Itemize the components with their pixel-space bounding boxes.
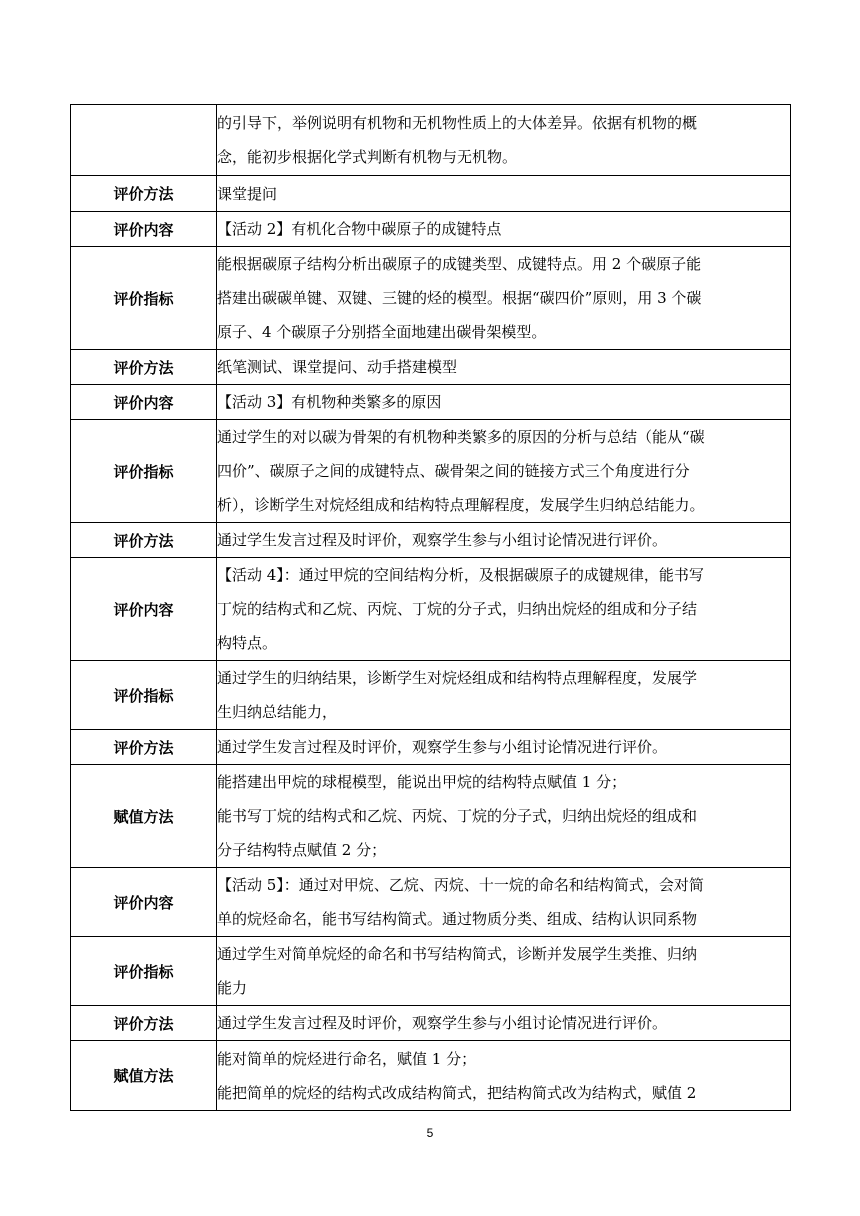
content-line: 【活动 4】：通过甲烷的空间结构分析，及根据碳原子的成键规律，能书写 [217,566,704,584]
row-label: 评价方法 [71,523,217,558]
page-number: 5 [426,1126,434,1140]
content-line: 能根据碳原子结构分析出碳原子的成键类型、成键特点。用 2 个碳原子能 [217,255,702,273]
row-label [71,105,217,176]
content-line: 念，能初步根据化学式判断有机物与无机物。 [217,148,518,166]
row-content [217,765,791,868]
content-line: 通过学生的对以碳为骨架的有机物种类繁多的原因的分析与总结（能从“碳 [217,428,705,446]
content-line: 单的烷烃命名，能书写结构简式。通过物质分类、组成、结构认识同系物 [217,910,698,928]
content-line: 析），诊断学生对烷烃组成和结构特点理解程度，发展学生归纳总结能力。 [217,496,705,514]
table-row [71,350,791,385]
row-content [217,937,791,1006]
content-line: 丁烷的结构式和乙烷、丙烷、丁烷的分子式，归纳出烷烃的组成和分子结 [217,600,698,618]
row-label: 评价指标 [71,937,217,1006]
content-line: 【活动 3】有机物种类繁多的原因 [217,393,442,411]
row-label: 评价方法 [71,730,217,765]
row-content [217,247,791,350]
table-row [71,1041,791,1111]
row-content [217,868,791,937]
row-content [217,523,791,558]
row-content [217,661,791,730]
table-row [71,523,791,558]
content-line: 通过学生的归纳结果，诊断学生对烷烃组成和结构特点理解程度，发展学 [217,669,698,687]
table-row [71,105,791,176]
row-label: 评价内容 [71,385,217,420]
content-line: 分子结构特点赋值 2 分； [217,841,387,859]
row-content [217,558,791,661]
table-row [71,247,791,350]
content-line: 通过学生发言过程及时评价，观察学生参与小组讨论情况进行评价。 [217,531,668,549]
table-row [71,176,791,212]
row-label: 评价指标 [71,661,217,730]
content-line: 【活动 5】：通过对甲烷、乙烷、丙烷、十一烷的命名和结构简式，会对简 [217,876,704,894]
row-content [217,105,791,176]
content-line: 能力 [217,979,248,997]
table-row [71,730,791,765]
row-content [217,420,791,523]
table-row [71,765,791,868]
row-content [217,385,791,420]
table-row [71,420,791,523]
row-label: 评价指标 [71,247,217,350]
row-label: 评价方法 [71,176,217,212]
content-line: 能对简单的烷烃进行命名，赋值 1 分； [217,1049,477,1068]
table-row [71,385,791,420]
content-line: 能搭建出甲烷的球棍模型，能说出甲烷的结构特点赋值 1 分； [217,773,627,791]
row-label: 评价内容 [71,558,217,661]
table-row [71,868,791,937]
content-line: 纸笔测试、课堂提问、动手搭建模型 [217,358,458,376]
content-line: 的引导下，举例说明有机物和无机物性质上的大体差异。依据有机物的概 [217,114,698,132]
row-label: 评价内容 [71,212,217,247]
table-row [71,937,791,1006]
content-line: 原子、4 个碳原子分别搭全面地建出碳骨架模型。 [217,323,547,341]
row-label: 赋值方法 [71,1041,217,1111]
content-line: 通过学生发言过程及时评价，观察学生参与小组讨论情况进行评价。 [217,738,668,756]
content-line: 四价”、碳原子之间的成键特点、碳骨架之间的链接方式三个角度进行分 [217,462,690,480]
row-content [217,1006,791,1041]
table-row [71,558,791,661]
row-label: 赋值方法 [71,765,217,868]
content-line: 能书写丁烷的结构式和乙烷、丙烷、丁烷的分子式，归纳出烷烃的组成和 [217,807,698,825]
evaluation-table [70,104,791,1111]
row-content [217,176,791,212]
content-line: 课堂提问 [217,184,278,203]
content-line: 搭建出碳碳单键、双键、三键的烃的模型。根据“碳四价”原则，用 3 个碳 [217,289,702,307]
content-line: 能把简单的烷烃的结构式改成结构简式，把结构简式改为结构式，赋值 2 [217,1083,697,1102]
row-label: 评价内容 [71,868,217,937]
content-line: 构特点。 [217,634,278,652]
table-row [71,661,791,730]
row-content [217,1041,791,1111]
row-label: 评价方法 [71,1006,217,1041]
content-line: 生归纳总结能力， [217,703,338,721]
table-row [71,1006,791,1041]
row-content [217,350,791,385]
row-content [217,212,791,247]
content-line: 通过学生对简单烷烃的命名和书写结构简式，诊断并发展学生类推、归纳 [217,945,698,963]
row-content [217,730,791,765]
row-label: 评价方法 [71,350,217,385]
content-line: 【活动 2】有机化合物中碳原子的成键特点 [217,220,502,238]
row-label: 评价指标 [71,420,217,523]
content-line: 通过学生发言过程及时评价，观察学生参与小组讨论情况进行评价。 [217,1014,668,1032]
table-row [71,212,791,247]
